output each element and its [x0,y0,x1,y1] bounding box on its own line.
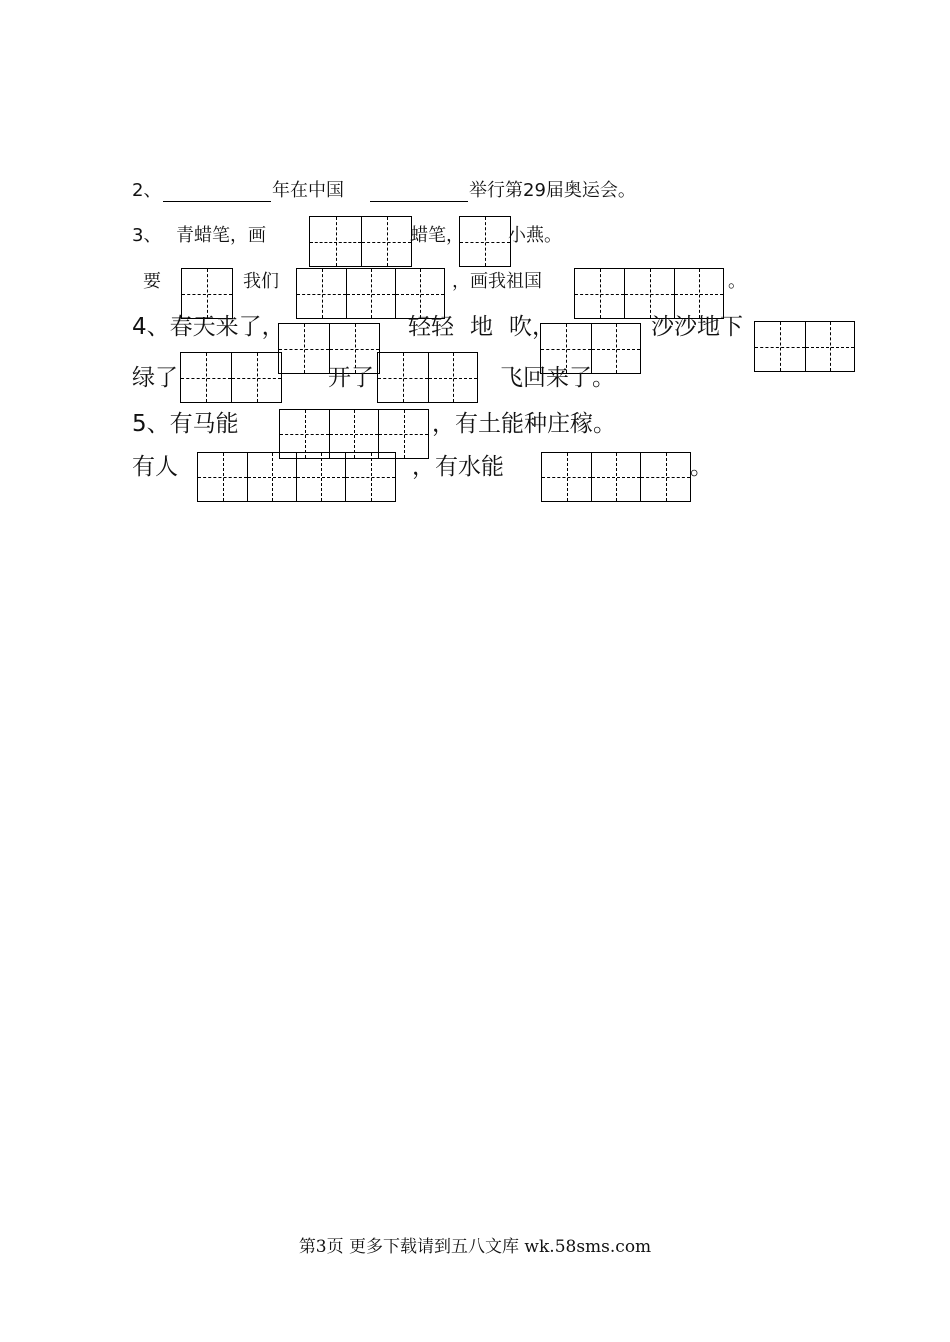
q3-text-6: ，画我祖国 [452,271,542,292]
q2-text-1: 年在中国 [272,180,344,201]
q3-text-4: 要 [143,271,161,292]
q4-text-6: 绿了 [132,365,178,391]
q5-text-3: 有人 [132,454,178,480]
q3-writing-box-3[interactable] [181,268,233,319]
q3-text-2: 蜡笔， [410,225,464,246]
q3-writing-box-4[interactable] [296,268,445,319]
q2-blank-1[interactable] [163,201,271,202]
q4-writing-box-4[interactable] [180,352,282,403]
q4-text-5: 沙沙地下 [651,314,743,340]
q3-writing-box-5[interactable] [574,268,724,319]
q4-text-3: 地 [470,314,493,340]
q2-blank-2[interactable] [370,201,468,202]
q4-writing-box-5[interactable] [377,352,478,403]
q4-writing-box-3[interactable] [754,321,855,372]
q4-text-4: 吹， [509,314,555,340]
q5-writing-box-2[interactable] [197,452,396,502]
q3-text-5: 我们 [243,271,279,292]
q5-text-4: ，有水能 [412,454,504,480]
q5-text-2: ，有土能种庄稼。 [432,411,616,437]
q4-text-8: 飞回来了。 [500,365,615,391]
q3-writing-box-2[interactable] [459,216,511,267]
q4-text-2: 轻轻 [408,314,454,340]
q5-text-5: 。 [690,454,713,480]
q2-number: 2、 [132,180,162,201]
q2-text-2: 举行第29届奥运会。 [469,180,636,201]
q3-text-7: 。 [728,271,746,292]
q5-text-1: 5、有马能 [132,411,239,437]
q4-text-7: 开了 [328,365,374,391]
q3-writing-box-1[interactable] [309,216,412,267]
q5-writing-box-3[interactable] [541,452,691,502]
q3-text-3: 小燕。 [508,225,562,246]
q3-text-1: 青蜡笔，画 [176,225,266,246]
page-footer: 第3页 更多下载请到五八文库 wk.58sms.com [298,1237,652,1257]
q4-text-1: 4、春天来了， [132,314,285,340]
q3-number: 3、 [132,225,162,246]
